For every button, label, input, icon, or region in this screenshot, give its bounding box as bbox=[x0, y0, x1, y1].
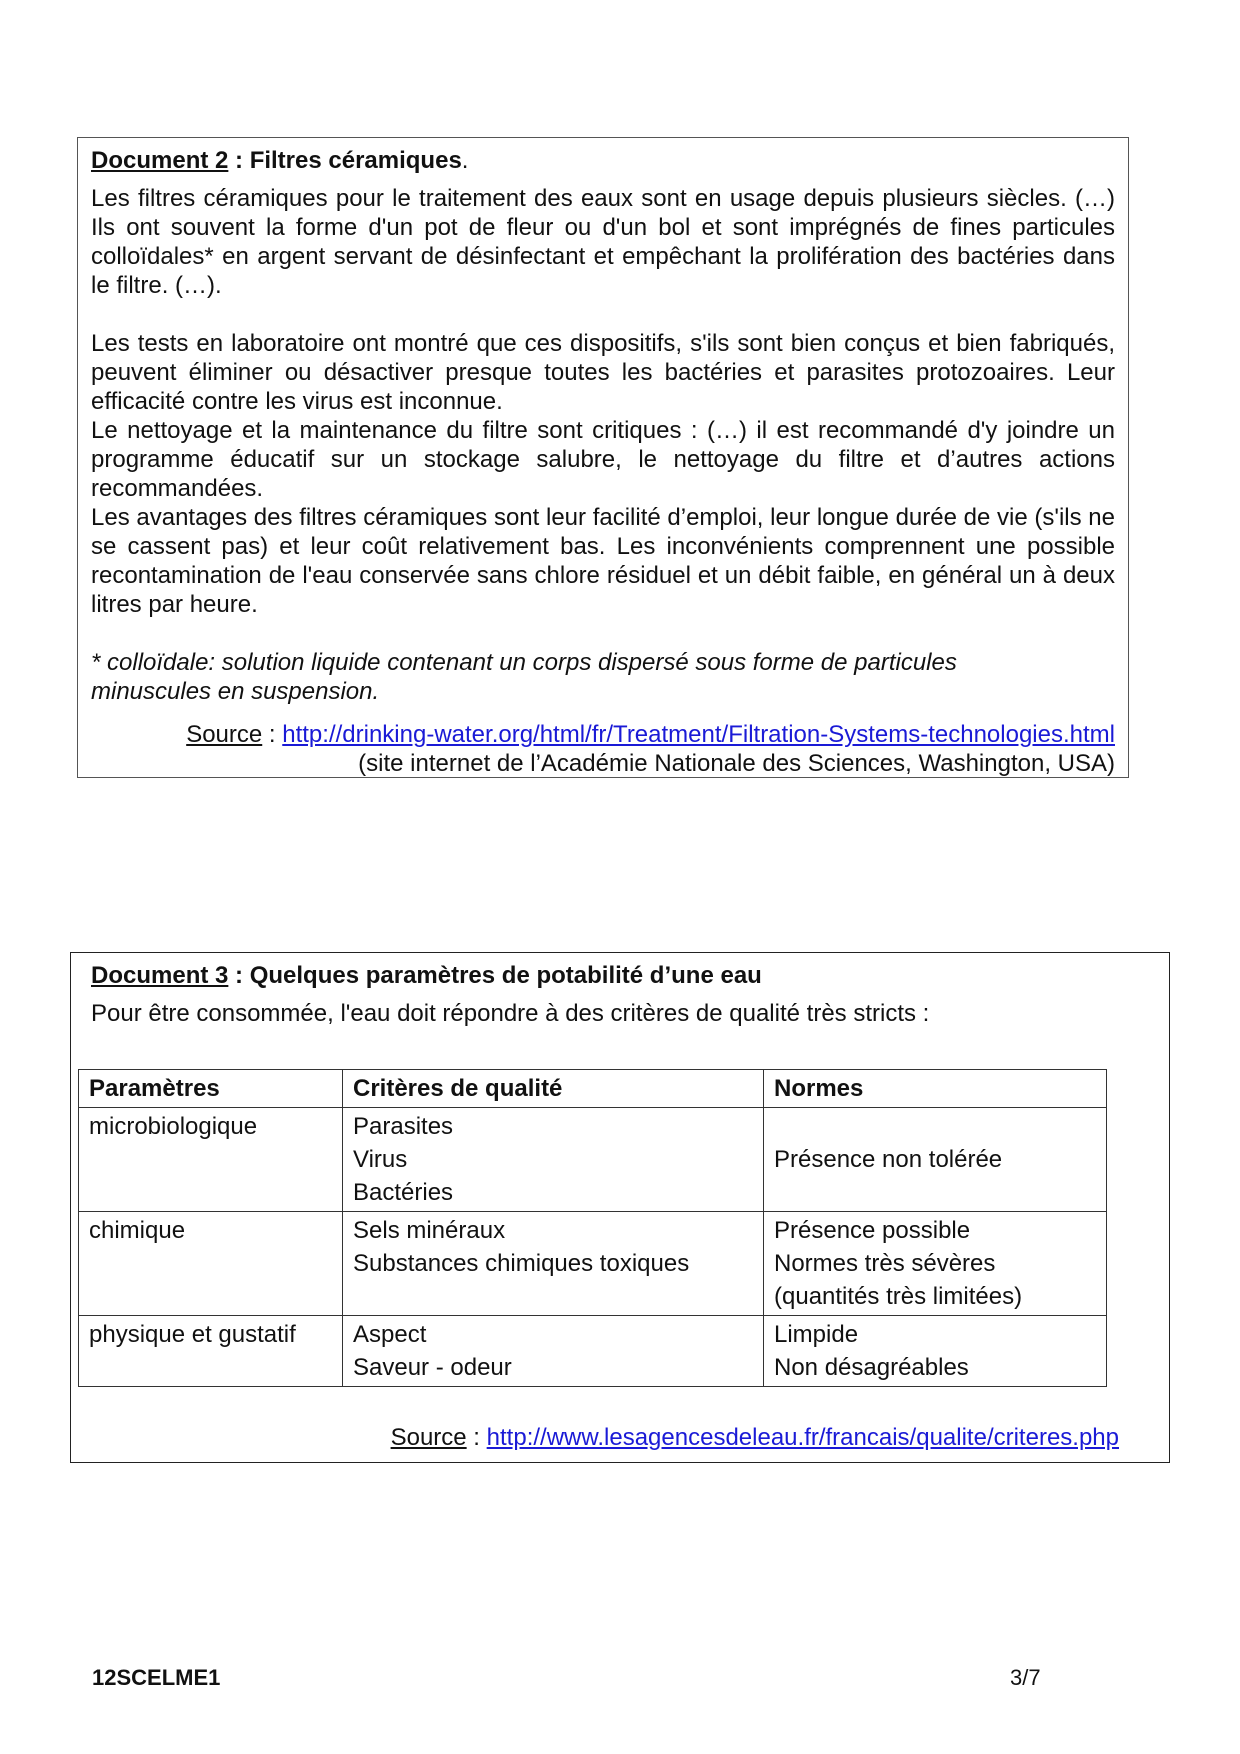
norm-item: Présence non tolérée bbox=[774, 1146, 1003, 1173]
exam-code: 12SCELME1 bbox=[92, 1665, 221, 1690]
page-number: 3/7 bbox=[1010, 1665, 1041, 1690]
document-3-box bbox=[70, 952, 1170, 1463]
document-3-title-rest: : Quelques paramètres de potabilité d’une eau bbox=[228, 962, 762, 989]
norms-cell bbox=[764, 1316, 1107, 1387]
document-3-title-label: Document 3 bbox=[91, 962, 229, 989]
document-2-source bbox=[91, 720, 1115, 749]
criteria-item: Aspect bbox=[353, 1321, 427, 1348]
table-header-row bbox=[79, 1070, 1107, 1108]
norms-cell bbox=[764, 1212, 1107, 1316]
table-row bbox=[79, 1108, 1107, 1212]
criteria-item: Substances chimiques toxiques bbox=[353, 1250, 690, 1277]
document-2-title-rest: : Filtres céramiques bbox=[228, 147, 462, 174]
document-3-intro: Pour être consommée, l'eau doit répondre à des critères de qualité très stricts : bbox=[91, 1000, 930, 1027]
norm-item: Présence possible bbox=[774, 1217, 971, 1244]
criteria-item: Sels minéraux bbox=[353, 1217, 506, 1244]
source-label: Source bbox=[186, 721, 263, 748]
source-separator: : bbox=[466, 1424, 487, 1451]
source-separator: : bbox=[262, 721, 283, 748]
header-parametres: Paramètres bbox=[79, 1070, 343, 1108]
document-2-title bbox=[91, 146, 1115, 176]
criteria-cell bbox=[343, 1108, 764, 1212]
norm-item: (quantités très limitées) bbox=[774, 1283, 1023, 1310]
norm-item: Non désagréables bbox=[774, 1354, 969, 1381]
param-cell: chimique bbox=[79, 1212, 343, 1316]
criteria-cell bbox=[343, 1212, 764, 1316]
norms-cell bbox=[764, 1108, 1107, 1212]
param-cell: microbiologique bbox=[79, 1108, 343, 1212]
document-3-source-link[interactable]: http://www.lesagencesdeleau.fr/francais/qualite/criteres.php bbox=[486, 1424, 1119, 1451]
criteria-item: Virus bbox=[353, 1146, 408, 1173]
norm-item: Normes très sévères bbox=[774, 1250, 996, 1277]
document-2-box bbox=[77, 137, 1129, 778]
criteria-item: Bactéries bbox=[353, 1179, 454, 1206]
criteria-cell bbox=[343, 1316, 764, 1387]
document-2-title-label: Document 2 bbox=[91, 147, 229, 174]
criteria-item: Saveur - odeur bbox=[353, 1354, 512, 1381]
footnote-line-2: minuscules en suspension. bbox=[91, 678, 380, 705]
document-3-title bbox=[91, 961, 1169, 991]
quality-criteria-table bbox=[78, 1069, 1107, 1387]
document-2-site-note: (site internet de l’Académie Nationale des Sciences, Washington, USA) bbox=[358, 750, 1115, 777]
document-2-title-end: . bbox=[461, 147, 469, 174]
source-label: Source bbox=[390, 1424, 467, 1451]
document-2-footnote bbox=[91, 648, 1115, 706]
document-2-paragraph-1: Les filtres céramiques pour le traitement des eaux sont en usage depuis plusieurs siècles. (…) Ils ont souvent la forme d'un pot de fleur ou d'un bol et sont imprégnés de fines particules colloïdales* en argent servant de désinfectant et empêchant la prolifération des bactéries dans le filtre. (…). bbox=[91, 185, 1115, 299]
header-criteres: Critères de qualité bbox=[343, 1070, 764, 1108]
norm-item: Limpide bbox=[774, 1321, 859, 1348]
param-cell: physique et gustatif bbox=[79, 1316, 343, 1387]
document-3-source bbox=[391, 1423, 1119, 1452]
document-2-paragraph-2: Les tests en laboratoire ont montré que ces dispositifs, s'ils sont bien conçus et bien fabriqués, peuvent éliminer ou désactiver presque toutes les bactéries et parasites protozoaires. Leur efficacité contre les virus est inconnue. bbox=[91, 330, 1115, 415]
footnote-line-1: * colloïdale: solution liquide contenant un corps dispersé sous forme de particules bbox=[91, 649, 957, 676]
table-row bbox=[79, 1316, 1107, 1387]
document-2-paragraph-3: Le nettoyage et la maintenance du filtre sont critiques : (…) il est recommandé d'y joindre un programme éducatif sur un stockage salubre, le nettoyage du filtre et d’autres actions recommandées. bbox=[91, 417, 1115, 502]
table-row bbox=[79, 1212, 1107, 1316]
header-normes: Normes bbox=[764, 1070, 1107, 1108]
document-2-source-link[interactable]: http://drinking-water.org/html/fr/Treatment/Filtration-Systems-technologies.html bbox=[282, 721, 1115, 748]
document-2-paragraph-4: Les avantages des filtres céramiques sont leur facilité d’emploi, leur longue durée de vie (s'ils ne se cassent pas) et leur coût relativement bas. Les inconvénients comprennent une possible recontamination de l'eau conservée sans chlore résiduel et un débit faible, en général un à deux litres par heure. bbox=[91, 504, 1115, 618]
criteria-item: Parasites bbox=[353, 1113, 454, 1140]
